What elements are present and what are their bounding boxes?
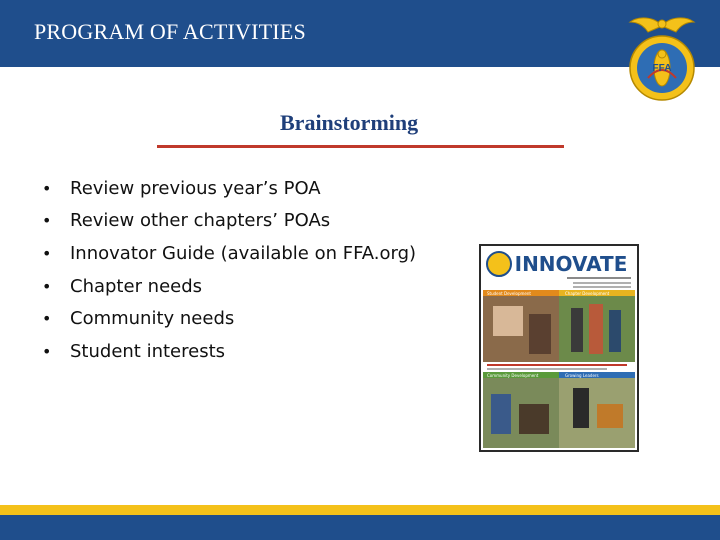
- bullet-dot-icon: •: [42, 211, 52, 231]
- bullet-item: [42, 205, 416, 238]
- slide-subtitle: Brainstorming: [280, 110, 419, 135]
- bullet-item: [42, 335, 416, 368]
- innovator-guide-cover-image: [479, 244, 639, 452]
- bullet-list: [42, 172, 416, 368]
- bullet-text: Chapter needs: [70, 275, 203, 297]
- bullet-item: [42, 302, 416, 335]
- cover-section-label: Community Development: [487, 373, 539, 378]
- bullet-dot-icon: •: [42, 243, 52, 263]
- bullet-item: [42, 270, 416, 303]
- header-bar: [0, 0, 720, 67]
- bullet-text: Student interests: [70, 340, 226, 362]
- cover-section-label: Student Development: [487, 291, 531, 296]
- bullet-dot-icon: •: [42, 276, 52, 296]
- slide-header-title: PROGRAM OF ACTIVITIES: [34, 19, 306, 44]
- bullet-text: Innovator Guide (available on FFA.org): [70, 242, 417, 264]
- bullet-text: Review previous year’s POA: [70, 177, 321, 199]
- bullet-dot-icon: •: [42, 341, 52, 361]
- subtitle-underline: [157, 145, 564, 148]
- bullet-dot-icon: •: [42, 178, 52, 198]
- bullet-item: [42, 237, 416, 270]
- bullet-dot-icon: •: [42, 309, 52, 329]
- cover-section-label: Growing Leaders: [565, 373, 599, 378]
- footer-blue-bar: [0, 515, 720, 540]
- bullet-text: Review other chapters’ POAs: [70, 210, 331, 232]
- emblem-text: FFA: [652, 63, 672, 74]
- bullet-text: Community needs: [70, 308, 235, 330]
- cover-title: INNOVATE: [514, 252, 628, 276]
- cover-section-label: Chapter Development: [565, 291, 610, 296]
- footer-gold-stripe: [0, 505, 720, 515]
- bullet-item: [42, 172, 416, 205]
- ffa-emblem-logo: [624, 12, 700, 104]
